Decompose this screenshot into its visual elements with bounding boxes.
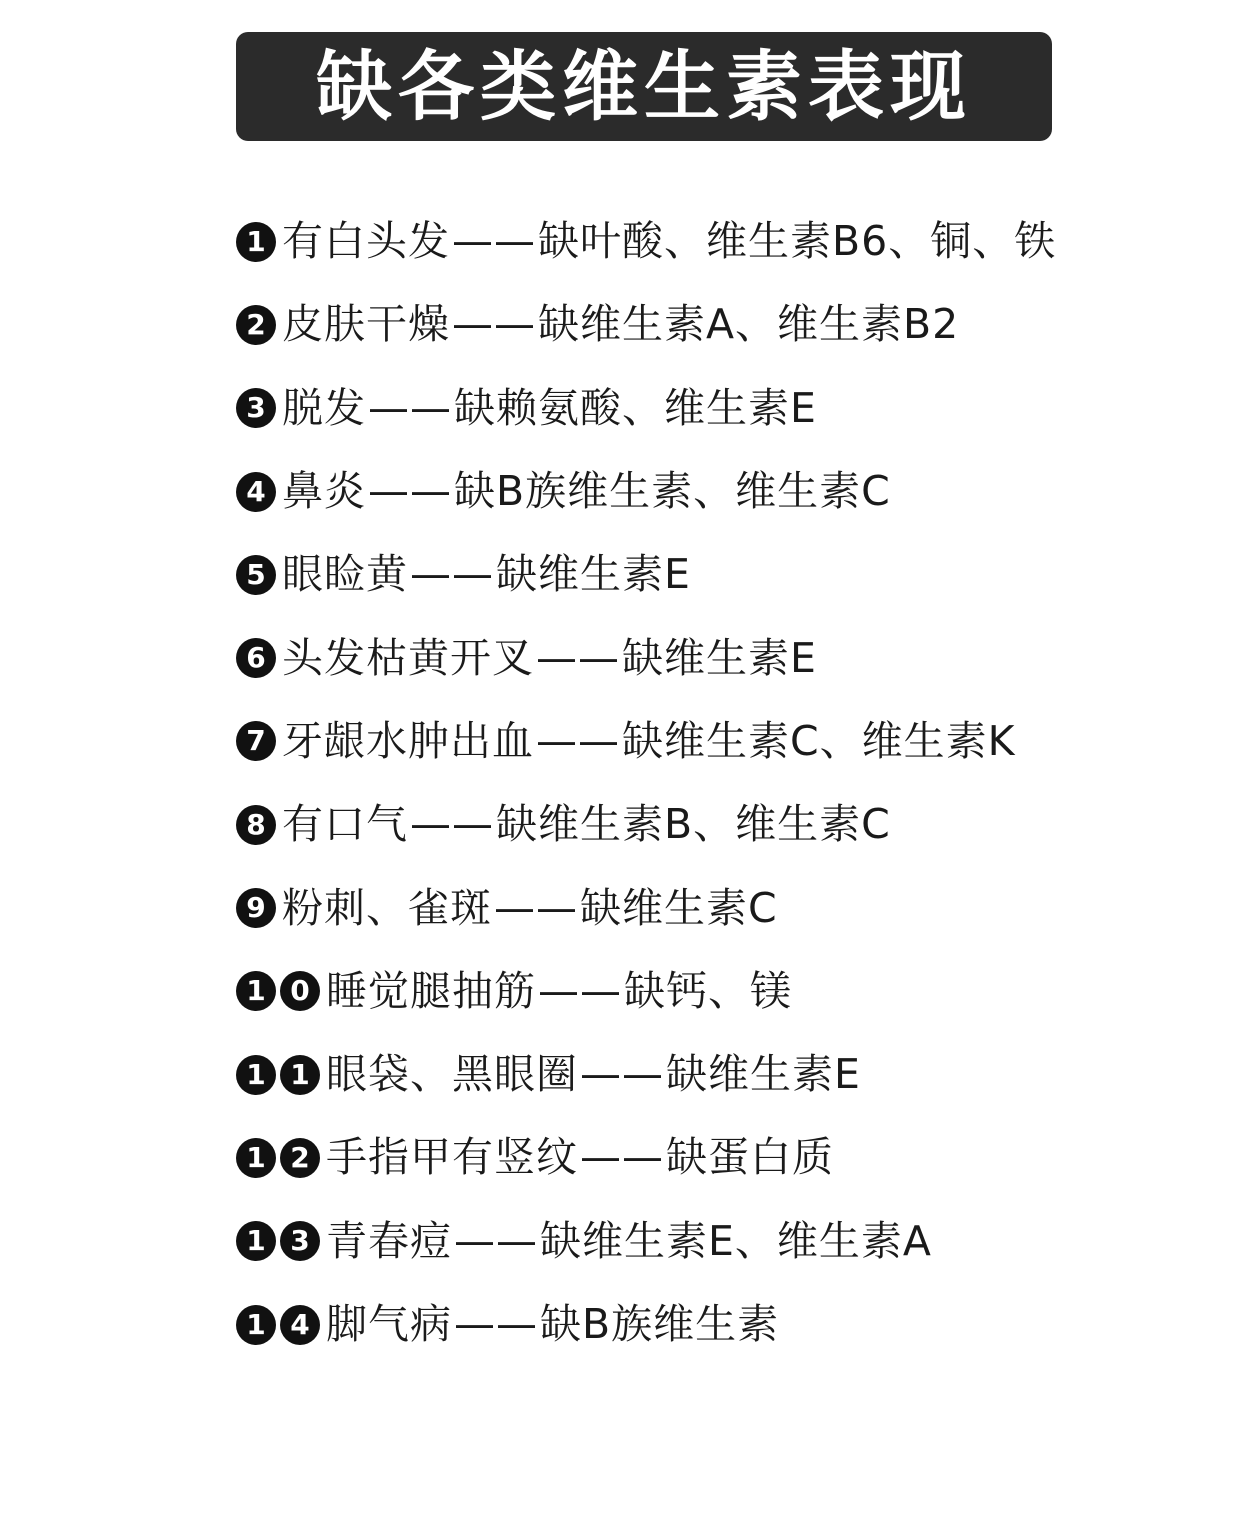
symptom-text: 有口气 (282, 800, 408, 849)
item-number (236, 1221, 324, 1261)
number-badge: 1 (236, 1138, 276, 1178)
list-item (236, 1283, 1216, 1366)
deficiency-text: 缺蛋白质 (666, 1133, 834, 1182)
dash-separator: —— (580, 1050, 664, 1099)
number-badge: 2 (280, 1138, 320, 1178)
symptom-text: 睡觉腿抽筋 (326, 966, 536, 1015)
number-badge: 3 (236, 388, 276, 428)
number-badge: 1 (236, 222, 276, 262)
dash-separator: —— (452, 300, 536, 349)
list-item (236, 1116, 1216, 1199)
deficiency-text: 缺维生素E (622, 633, 817, 682)
deficiency-text: 缺叶酸、维生素B6、铜、铁 (538, 217, 1057, 266)
number-badge: 1 (236, 971, 276, 1011)
dash-separator: —— (368, 467, 452, 516)
item-number (236, 472, 280, 512)
dash-separator: —— (580, 1133, 664, 1182)
deficiency-text: 缺维生素A、维生素B2 (538, 300, 960, 349)
list-item (236, 1033, 1216, 1116)
number-badge: 1 (280, 1055, 320, 1095)
symptom-text: 鼻炎 (282, 467, 366, 516)
deficiency-text: 缺维生素E、维生素A (540, 1216, 932, 1265)
item-number (236, 721, 280, 761)
page-title: 缺各类维生素表现 (316, 41, 972, 131)
item-number (236, 1138, 324, 1178)
number-badge: 4 (280, 1305, 320, 1345)
number-badge: 9 (236, 888, 276, 928)
symptom-text: 眼袋、黑眼圈 (326, 1050, 578, 1099)
number-badge: 4 (236, 472, 276, 512)
symptom-text: 青春痘 (326, 1216, 452, 1265)
item-number (236, 305, 280, 345)
list-item (236, 950, 1216, 1033)
symptom-text: 粉刺、雀斑 (282, 883, 492, 932)
list-item (236, 200, 1216, 283)
symptom-text: 眼睑黄 (282, 550, 408, 599)
symptom-text: 头发枯黄开叉 (282, 633, 534, 682)
item-number (236, 222, 280, 262)
dash-separator: —— (410, 800, 494, 849)
number-badge: 3 (280, 1221, 320, 1261)
dash-separator: —— (454, 1216, 538, 1265)
list-item (236, 783, 1216, 866)
number-badge: 1 (236, 1305, 276, 1345)
item-number (236, 1305, 324, 1345)
symptom-list (236, 200, 1216, 1366)
list-item (236, 283, 1216, 366)
deficiency-text: 缺赖氨酸、维生素E (454, 383, 817, 432)
number-badge: 0 (280, 971, 320, 1011)
item-number (236, 388, 280, 428)
list-item (236, 533, 1216, 616)
symptom-text: 脱发 (282, 383, 366, 432)
symptom-text: 有白头发 (282, 217, 450, 266)
dash-separator: —— (536, 716, 620, 765)
list-item (236, 700, 1216, 783)
list-item (236, 367, 1216, 450)
deficiency-text: 缺B族维生素、维生素C (454, 467, 891, 516)
dash-separator: —— (494, 883, 578, 932)
list-item (236, 450, 1216, 533)
deficiency-text: 缺维生素C (580, 883, 778, 932)
deficiency-text: 缺维生素C、维生素K (622, 716, 1016, 765)
dash-separator: —— (452, 217, 536, 266)
deficiency-text: 缺B族维生素 (540, 1300, 780, 1348)
title-banner (236, 32, 1052, 141)
dash-separator: —— (454, 1300, 538, 1348)
number-badge: 1 (236, 1055, 276, 1095)
deficiency-text: 缺钙、镁 (624, 966, 792, 1015)
symptom-text: 手指甲有竖纹 (326, 1133, 578, 1182)
list-item (236, 1200, 1216, 1283)
deficiency-text: 缺维生素E (496, 550, 691, 599)
dash-separator: —— (536, 633, 620, 682)
dash-separator: —— (538, 966, 622, 1015)
number-badge: 5 (236, 555, 276, 595)
symptom-text: 皮肤干燥 (282, 300, 450, 349)
item-number (236, 805, 280, 845)
item-number (236, 888, 280, 928)
number-badge: 7 (236, 721, 276, 761)
number-badge: 8 (236, 805, 276, 845)
item-number (236, 555, 280, 595)
item-number (236, 971, 324, 1011)
symptom-text: 脚气病 (326, 1300, 452, 1348)
deficiency-text: 缺维生素E (666, 1050, 861, 1099)
number-badge: 1 (236, 1221, 276, 1261)
symptom-text: 牙龈水肿出血 (282, 716, 534, 765)
number-badge: 6 (236, 638, 276, 678)
item-number (236, 1055, 324, 1095)
number-badge: 2 (236, 305, 276, 345)
item-number (236, 638, 280, 678)
list-item (236, 866, 1216, 949)
list-item (236, 616, 1216, 699)
dash-separator: —— (368, 383, 452, 432)
dash-separator: —— (410, 550, 494, 599)
deficiency-text: 缺维生素B、维生素C (496, 800, 891, 849)
